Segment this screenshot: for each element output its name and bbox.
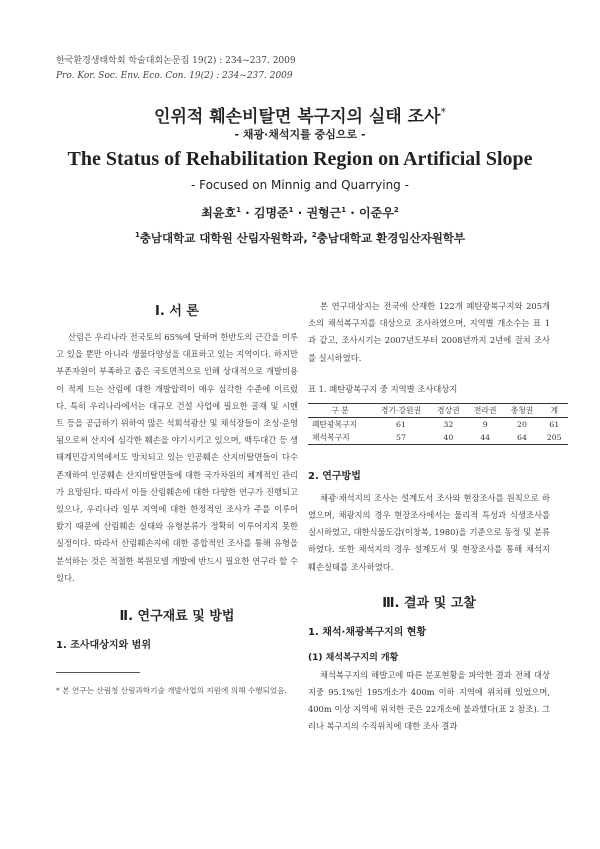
author-name: 이준우 [359, 206, 394, 220]
table-header-cell: 전라권 [473, 405, 497, 415]
table-header-cell: 구 분 [331, 405, 349, 415]
journal-line-english: Pro. Kor. Soc. Env. Eco. Con. 19(2) : 234~237. 2009 [56, 71, 293, 81]
introduction-paragraph: 산림은 우리나라 전국토의 65%에 달하며 한반도의 근간을 이루고 있을 뿐만 아니라 생물다양성을 대표하고 있는 지역이다. 하지만 부존자원이 부족하고 좁은 국토면적으로 인해 상대적으로 개발비용이 적게 드는 산림에 대한 개발압력이 매우 심각한 수준에 이르렀다. 특히 우리나라에서는 대규모 건설 사업에 필요한 골재 및 시멘트 등을 공급하기 위하여 많은 석회석광산 및 채석장들이 조성·운영됨으로써 산지에 심각한 훼손을 야기시키고 있으며, 백두대간 등 생태계민감지역에서도 방치되고 있는 인공훼손 산지비탈면들이 다수 존재하여 인공훼손 산지비탈면들에 대한 국가차원의 체계적인 관리가 요망된다. 따라서 이들 산림훼손에 대한 다양한 연구가 진행되고 있으나, 우리나라 일부 지역에 대한 한정적인 조사가 주를 이루어 왔기 때문에 산림훼손 실태와 유형분류가 정확히 이루어지지 못한 실정이다. 따라서 산림훼손지에 대한 종합적인 조사를 통해 유형을 분석하는 것은 적절한 복원모델 개발에 반드시 필요한 연구라 할 수 있다. [56, 332, 298, 583]
title-korean-text: 인위적 훼손비탈면 복구지의 실태 조사 [154, 107, 441, 127]
affiliation-text: 충남대학교 환경임산자원학부 [316, 231, 466, 245]
section-heading-introduction: Ⅰ. 서 론 [155, 304, 199, 319]
author-name: 권형근 [306, 206, 342, 220]
table-cell: 채석복구지 [312, 432, 350, 442]
paper-subtitle-english: - Focused on Minnig and Quarrying - [191, 178, 409, 192]
table-cell: 44 [480, 432, 491, 442]
author-name: 최윤호 [201, 206, 237, 220]
left-column [56, 300, 298, 651]
table-row [308, 431, 568, 445]
table-row [308, 417, 568, 431]
section-heading-results: Ⅲ. 결과 및 고찰 [382, 595, 476, 611]
subsection-heading-methods: 2. 연구방법 [308, 470, 361, 482]
footnote: * 본 연구는 산림청 산림과학기술 개발사업의 지원에 의해 수행되었음. [56, 686, 287, 695]
affil-mark: 2 [311, 231, 317, 240]
affil-mark: 1 [134, 231, 140, 240]
survey-site-table [308, 403, 568, 445]
author-affil-mark: 1 [236, 206, 241, 214]
methods-paragraph: 채광·채석지의 조사는 설계도서 조사와 현장조사를 원칙으로 하였으며, 채광지의 경우 현장조사에서는 물리적 특성과 식생조사를 실시하였고, 대한식물도감(이창복, 1980)을 기준으로 동정 및 분류하였다. 또한 채석지의 경우 설계도서 및 현장조사를 통해 채석지 훼손실태를 조사하였다. [308, 492, 550, 572]
title-footnote-mark: * [440, 105, 446, 119]
table-cell: 9 [482, 419, 488, 429]
author-affil-mark: 1 [341, 206, 347, 214]
table-cell: 57 [396, 432, 406, 442]
table-header-cell: 계 [550, 405, 558, 415]
table-cell: 20 [517, 419, 527, 429]
paper-subtitle-korean: - 채광·채석지를 중심으로 - [234, 128, 366, 141]
table-cell: 폐탄광복구지 [312, 419, 358, 429]
study-site-paragraph: 본 연구대상지는 전국에 산재한 122개 폐탄광복구지와 205개소의 채석복구지를 대상으로 조사하였으며, 지역별 개소수는 표 1과 같고, 조사시기는 2007년도부터 2008년까지 2년에 걸쳐 조사를 실시하였다. [308, 301, 550, 363]
author-affil-mark: 1 [288, 206, 294, 214]
results-paragraph: 채석복구지의 해발고에 따른 분포현황을 파악한 결과 전체 대상지중 95.1%인 195개소가 400m 이하 지역에 위치해 있었으며, 400m 이상 지역에 위치한 곳은 22개소에 불과했다(표 2 참조). 그러나 복구지의 수직위치에 대한 조사 결과 [308, 669, 550, 732]
table-header-cell: 경상권 [437, 405, 460, 415]
table-header-cell: 경기·강원권 [380, 405, 422, 415]
paper-title-english: The Status of Rehabilitation Region on Artificial Slope [67, 148, 533, 170]
table-header-cell: 충청권 [510, 405, 534, 415]
table-cell: 64 [517, 432, 527, 442]
author-separator: · [293, 206, 307, 220]
author-separator: · [240, 206, 254, 220]
table-cell: 32 [443, 419, 454, 429]
affiliation-text: 충남대학교 대학원 산림자원학과, [139, 231, 312, 245]
author-list [0, 204, 600, 221]
section-heading-materials: Ⅱ. 연구재료 및 방법 [119, 609, 235, 625]
affiliation-list [0, 230, 600, 246]
subsection-heading-quarry-overview: (1) 채석복구지의 개황 [308, 652, 399, 663]
table-cell: 40 [443, 432, 454, 442]
subsection-heading-study-site: 1. 조사대상지와 범위 [56, 640, 151, 652]
author-affil-mark: 2 [393, 206, 399, 214]
author-name: 김명준 [253, 206, 289, 220]
footnote-rule [56, 672, 140, 673]
table-cell: 61 [396, 419, 406, 429]
table-caption: 표 1. 폐탄광복구지 중 지역별 조사대상지 [308, 383, 458, 394]
subsection-heading-status: 1. 채석·채광복구지의 현황 [308, 626, 427, 638]
author-separator: · [346, 206, 360, 220]
paper-title-korean [0, 102, 600, 127]
table-cell: 61 [549, 419, 560, 429]
right-column [308, 298, 562, 736]
journal-citation [56, 54, 296, 84]
table-cell: 205 [546, 432, 562, 442]
journal-line-korean: 한국환경생태학회 학술대회논문집 19(2) : 234~237. 2009 [56, 56, 296, 66]
table-header-row [308, 403, 568, 417]
